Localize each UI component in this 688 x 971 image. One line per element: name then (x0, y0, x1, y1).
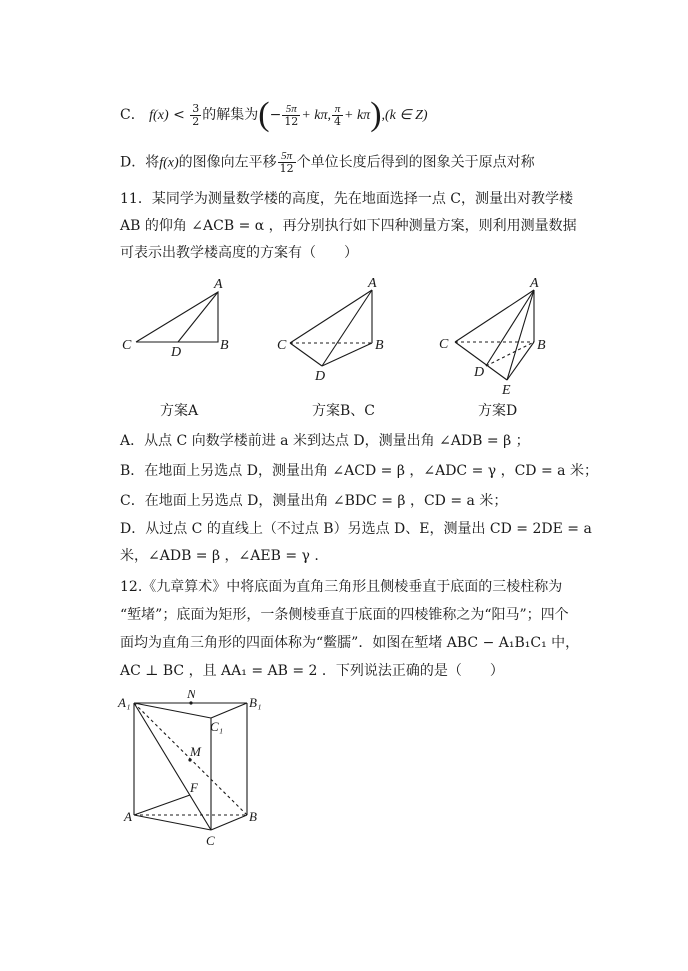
edge-a1-c1 (134, 703, 211, 718)
label-c: C (206, 833, 215, 848)
label-a: A (124, 809, 132, 824)
solution-set-text: 的解集为 (202, 107, 259, 123)
plan-a-label-c: C (122, 338, 132, 353)
edge-c-b (211, 815, 247, 830)
caption-plan-bc: 方案B、C (312, 403, 375, 419)
q11-option-b: B．在地面上另选点 D，测量出角 ∠ACD = β ，∠ADC = γ ，CD = a 米； (120, 463, 598, 479)
plan-d-label-c: C (439, 337, 449, 352)
option-d-shift (120, 150, 535, 175)
option-d-prefix: D．将 (120, 154, 160, 171)
option-label: C． (120, 107, 145, 123)
plan-a-triangle (136, 292, 218, 342)
plan-bc-label-a: A (368, 276, 377, 291)
plan-d-label-a: A (530, 276, 539, 291)
plan-a-label-d: D (171, 345, 182, 360)
function-symbol: f(x) (159, 155, 179, 171)
function-symbol: f(x) (149, 108, 169, 123)
fraction-5pi-12: $\frac{5\pi}{12}$ (284, 102, 299, 128)
label-b: B (249, 809, 257, 824)
edge-b1-c1 (211, 703, 247, 718)
fraction-three-halves: $\frac{3}{2}$ (192, 101, 200, 128)
plan-a-label-b: B (220, 338, 229, 353)
minus-sign: − (269, 107, 282, 123)
plus-kpi: + kπ, (301, 108, 331, 123)
q12-line-2: “堑堵”；底面为矩形，一条侧棱垂直于底面的四棱锥称之为“阳马”；四个 (120, 607, 569, 623)
segment-a-f (134, 795, 190, 815)
caption-plan-a: 方案A (160, 403, 199, 419)
q11-option-d-line-2: 米，∠ADB = β ，∠AEB = γ . (120, 548, 319, 564)
q12-line-4: AC ⊥ BC ，且 AA₁ = AB = 2 ．下列说法正确的是（ ） (120, 663, 504, 679)
option-c-inequality (120, 98, 428, 132)
fraction-5pi-12: $\frac{5\pi}{12}$ (279, 150, 294, 175)
right-paren: ) (370, 96, 382, 133)
plan-d-label-e: E (502, 383, 511, 398)
plan-d-label-d: D (474, 365, 485, 380)
caption-plan-d: 方案D (478, 403, 518, 419)
left-paren: ( (258, 96, 270, 133)
q11-figures (0, 270, 688, 400)
plan-d-label-b: B (537, 338, 546, 353)
plan-bc-label-d: D (315, 369, 326, 384)
plus-kpi-2: + kπ (344, 108, 371, 123)
plan-bc-label-c: C (277, 338, 287, 353)
less-than: < (173, 107, 185, 123)
label-c1: C₁ (210, 719, 224, 734)
plan-a-segment-ad (178, 292, 218, 342)
k-in-z: ,(k ∈ Z) (381, 108, 428, 123)
shift-text: 的图像向左平移 (178, 154, 277, 171)
q11-line-2: AB 的仰角 ∠ACB = α ，再分别执行如下四种测量方案，则利用测量数据 (120, 218, 577, 234)
label-a1: A₁ (118, 695, 131, 710)
label-n: N (187, 690, 196, 701)
q11-option-a: A．从点 C 向数学楼前进 a 米到达点 D，测量出角 ∠ADB = β ； (120, 433, 530, 449)
q11-option-d-line-1: D．从过点 C 的直线上（不过点 B）另选点 D、E，测量出 CD = 2DE = a (120, 521, 592, 537)
q11-line-3: 可表示出教学楼高度的方案有（ ） (120, 245, 358, 261)
label-b1: B₁ (249, 695, 262, 710)
prism-figure (0, 690, 688, 850)
plan-bc-ac (290, 290, 372, 343)
q12-line-1: 12.《九章算术》中将底面为直角三角形且侧棱垂直于底面的三棱柱称为 (120, 579, 563, 595)
q11-option-c: C．在地面上另选点 D，测量出角 ∠BDC = β ，CD = a 米； (120, 493, 508, 509)
label-f: F (190, 780, 198, 795)
symmetry-text: 个单位长度后得到的图象关于原点对称 (296, 154, 535, 171)
q11-line-1: 11．某同学为测量数学楼的高度，先在地面选择一点 C，测量出对教学楼 (120, 191, 573, 207)
point-n (189, 701, 192, 704)
plan-d-eb (507, 342, 534, 380)
plan-bc-label-b: B (375, 338, 384, 353)
label-m: M (190, 744, 201, 759)
plan-d-ac (455, 290, 534, 342)
fraction-pi-4: $\frac{\pi}{4}$ (334, 102, 341, 128)
plan-bc-cd (290, 343, 322, 366)
edge-a-c (134, 815, 211, 830)
plan-a-label-a: A (214, 277, 223, 292)
q12-line-3: 面均为直角三角形的四面体称为“鳖臑”．如图在堑堵 ABC − A₁B₁C₁ 中， (120, 635, 580, 651)
plan-d-ae (507, 290, 534, 380)
